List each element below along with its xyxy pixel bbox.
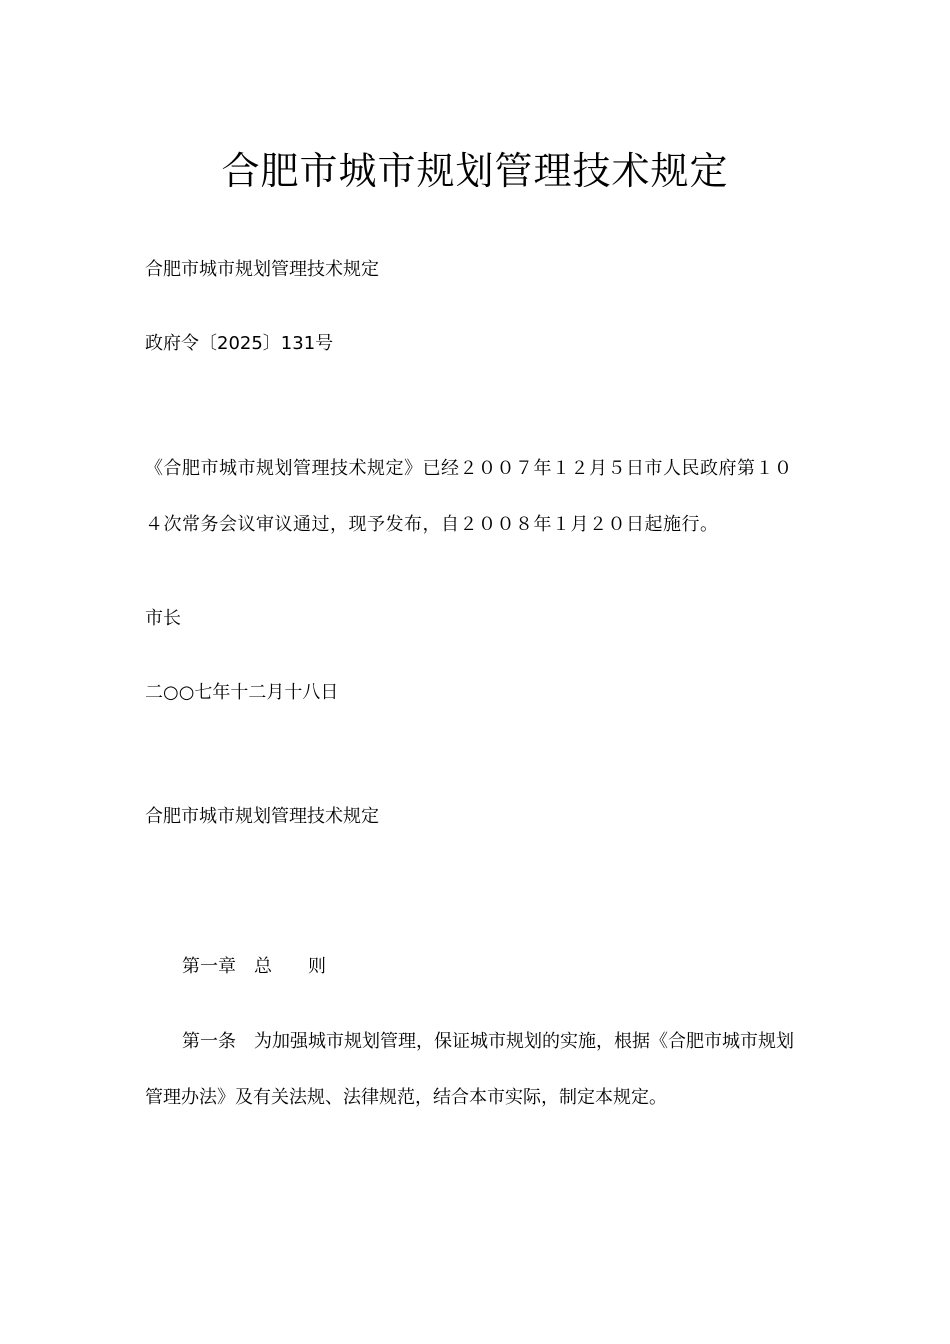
signing-date: 二○○七年十二月十八日 (145, 682, 339, 703)
body-title: 合肥市城市规划管理技术规定 (145, 806, 379, 827)
article-1-paragraph: 第一条 为加强城市规划管理，保证城市规划的实施，根据《合肥市城市规划管理办法》及有关法规、法律规范，结合本市实际，制定本规定。 (145, 1031, 794, 1108)
signer-title: 市长 (145, 608, 181, 629)
decree-number: 政府令〔2025〕131号 (145, 333, 334, 354)
chapter-heading: 第一章 总 则 (182, 956, 326, 977)
announcement-paragraph: 《合肥市城市规划管理技术规定》已经２００７年１２月５日市人民政府第１０４次常务会议审议通过，现予发布，自２００８年１月２０日起施行。 (145, 458, 793, 535)
document-subtitle: 合肥市城市规划管理技术规定 (145, 259, 379, 280)
document-title: 合肥市城市规划管理技术规定 (221, 149, 729, 193)
